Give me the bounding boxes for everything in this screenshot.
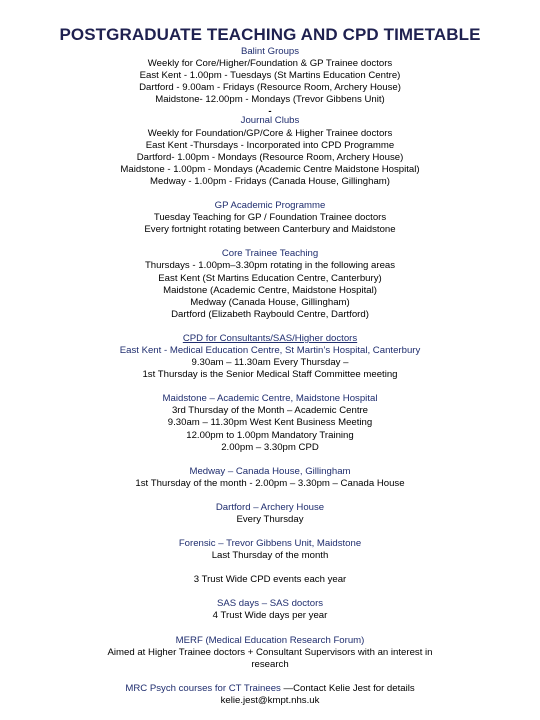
section-line: 3 Trust Wide CPD events each year bbox=[193, 574, 347, 586]
section-line: East Kent (St Martins Education Centre, Canterbury) bbox=[158, 272, 382, 284]
section-line: research bbox=[251, 658, 289, 670]
section-line: Weekly for Foundation/GP/Core & Higher Trainee doctors bbox=[147, 127, 393, 139]
page-title: POSTGRADUATE TEACHING AND CPD TIMETABLE bbox=[59, 25, 481, 44]
section-heading: Balint Groups bbox=[240, 46, 300, 57]
maidstone-section bbox=[0, 393, 540, 453]
section-line: Last Thursday of the month bbox=[211, 550, 329, 562]
section-line: Every Thursday bbox=[236, 514, 304, 525]
section-line: 1st Thursday is the Senior Medical Staff Committee meeting bbox=[142, 369, 398, 381]
section-heading: SAS days – SAS doctors bbox=[216, 598, 324, 610]
section-line: Dartford - 9.00am - Fridays (Resource Room, Archery House) bbox=[139, 82, 401, 94]
section-subheading: East Kent - Medical Education Centre, St Martin’s Hospital, Canterbury bbox=[119, 344, 421, 356]
balint-groups-section bbox=[0, 46, 540, 106]
section-line: Weekly for Core/Higher/Foundation & GP Trainee doctors bbox=[147, 58, 393, 70]
section-line: Tuesday Teaching for GP / Foundation Trainee doctors bbox=[153, 212, 387, 224]
section-line: East Kent -Thursdays - Incorporated into CPD Programme bbox=[145, 139, 395, 151]
section-heading: Maidstone – Academic Centre, Maidstone Hospital bbox=[162, 393, 378, 405]
section-line: Maidstone (Academic Centre, Maidstone Hospital) bbox=[163, 284, 377, 296]
section-line: Aimed at Higher Trainee doctors + Consultant Supervisors with an interest in bbox=[107, 646, 433, 658]
section-line: Thursdays - 1.00pm–3.30pm rotating in the following areas bbox=[144, 260, 396, 272]
section-line: Every fortnight rotating between Canterbury and Maidstone bbox=[144, 224, 396, 236]
section-heading: Medway – Canada House, Gillingham bbox=[189, 465, 351, 477]
merf-section bbox=[0, 635, 540, 671]
contact-text: —Contact Kelie Jest for details bbox=[280, 682, 415, 694]
mrc-psych-section bbox=[0, 683, 540, 707]
section-line: Medway (Canada House, Gillingham) bbox=[190, 296, 350, 308]
section-line: 1st Thursday of the month - 2.00pm – 3.30pm – Canada House bbox=[135, 477, 405, 489]
mrc-line bbox=[0, 683, 540, 695]
section-line: Maidstone- 12.00pm - Mondays (Trevor Gibbens Unit) bbox=[155, 94, 385, 106]
section-line: 2.00pm – 3.30pm CPD bbox=[221, 441, 319, 453]
sas-days-section bbox=[0, 598, 540, 622]
dartford-section bbox=[0, 502, 540, 526]
section-heading: MERF (Medical Education Research Forum) bbox=[175, 634, 365, 646]
gp-academic-section bbox=[0, 200, 540, 236]
medway-section bbox=[0, 466, 540, 490]
section-line: Dartford (Elizabeth Raybould Centre, Dartford) bbox=[171, 308, 369, 320]
email-link[interactable]: kelie.jest@kmpt.nhs.uk bbox=[220, 694, 320, 706]
section-line: Maidstone - 1.00pm - Mondays (Academic Centre Maidstone Hospital) bbox=[120, 163, 420, 175]
section-line: Dartford- 1.00pm - Mondays (Resource Room, Archery House) bbox=[136, 151, 404, 163]
section-line: East Kent - 1.00pm - Tuesdays (St Martins Education Centre) bbox=[139, 70, 401, 82]
section-heading: CPD for Consultants/SAS/Higher doctors bbox=[182, 332, 358, 344]
section-line: 12.00pm to 1.00pm Mandatory Training bbox=[186, 429, 354, 441]
section-line: Medway - 1.00pm - Fridays (Canada House, Gillingham) bbox=[150, 175, 390, 187]
section-line: 4 Trust Wide days per year bbox=[212, 610, 328, 622]
section-heading: Forensic – Trevor Gibbens Unit, Maidstone bbox=[178, 538, 362, 550]
section-line: 3rd Thursday of the Month – Academic Centre bbox=[171, 405, 369, 417]
trust-wide-section bbox=[0, 574, 540, 586]
journal-clubs-section bbox=[0, 115, 540, 188]
core-trainee-section bbox=[0, 248, 540, 321]
section-heading: Journal Clubs bbox=[240, 115, 300, 127]
section-line: 9.30am – 11.30pm West Kent Business Meeting bbox=[167, 417, 373, 429]
section-heading: Core Trainee Teaching bbox=[221, 248, 319, 260]
separator-mark: - bbox=[268, 106, 272, 118]
section-heading: GP Academic Programme bbox=[214, 200, 326, 212]
section-line: 9.30am – 11.30am Every Thursday – bbox=[191, 357, 349, 369]
forensic-section bbox=[0, 538, 540, 562]
section-heading: Dartford – Archery House bbox=[215, 501, 325, 513]
section-heading: MRC Psych courses for CT Trainees bbox=[125, 682, 281, 694]
cpd-section bbox=[0, 333, 540, 381]
